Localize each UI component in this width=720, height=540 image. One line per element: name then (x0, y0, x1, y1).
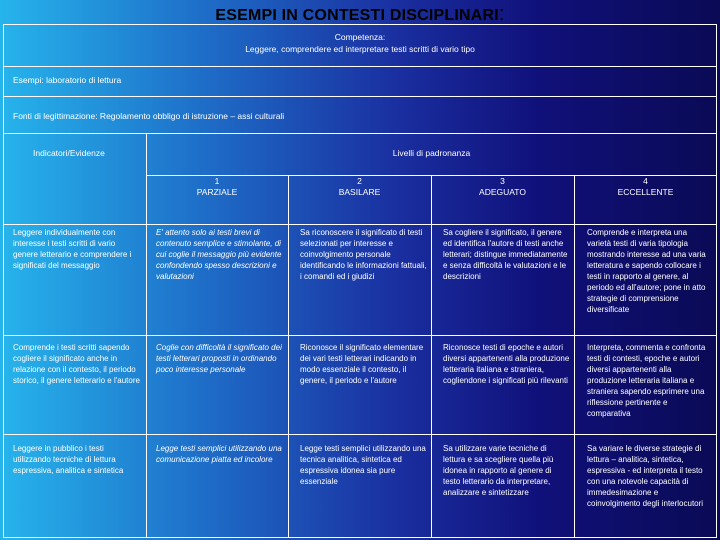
divider (3, 224, 717, 225)
competenza-section (3, 31, 717, 55)
level-number: 4 (643, 176, 648, 186)
divider (3, 434, 717, 435)
level-header (146, 176, 288, 197)
level-number: 3 (500, 176, 505, 186)
competenza-text: Leggere, comprendere ed interpretare testi scritti di vario tipo (245, 44, 475, 54)
level-name: PARZIALE (196, 187, 238, 197)
level-cell: Legge testi semplici utilizzando una tecnica analitica, sintetica ed espressiva idonea sia pure essenziale (300, 444, 426, 486)
level-cell: Riconosce il significato elementare dei vari testi letterari indicando in modo essenziale il contesto, il genere, il periodo e l'autore (300, 343, 424, 385)
level-cell: Legge testi semplici utilizzando una comunicazione piatta ed incolore (156, 444, 282, 464)
fonti-text: Fonti di legittimazione: Regolamento obbligo di istruzione – assi culturali (13, 111, 285, 121)
level-cell: Sa variare le diverse strategie di lettura – analitica, sintetica, espressiva - ed interpreta il testo con una notevole capacità di immedesimazione e coinvolgimento degli interlocutori (587, 444, 704, 508)
indicator-cell: Leggere in pubblico i testi utilizzando tecniche di lettura espressiva, analitica e sintetica (13, 444, 124, 475)
livelli-header: Livelli di padronanza (392, 148, 471, 158)
level-number: 1 (214, 176, 220, 186)
divider (3, 133, 717, 134)
indicator-cell: Leggere individualmente con interesse i testi scritti di vario genere letterario e comprendere i significati del messaggio (13, 228, 132, 270)
competenza-label: Competenza: (334, 32, 386, 42)
level-cell: Riconosce testi di epoche e autori diversi appartenenti alla produzione letteraria italiana e straniera, cogliendone i significati più rilevanti (443, 343, 570, 385)
esempi-text: Esempi: laboratorio di lettura (13, 75, 122, 85)
level-cell: E' attento solo ai testi brevi di contenuto semplice e stimolante, di cui coglie il messaggio più evidente confondendo spesso descrizioni e valutazioni (156, 228, 282, 281)
level-cell: Comprende e interpreta una varietà testi di varia tipologia mostrando interesse ad una varia letteratura e sapendo collocare i testi in rapporto al genere, al periodo ed all'autore; pone in atto strategie di comprensione diversificate (587, 228, 706, 314)
divider (3, 66, 717, 67)
title-text: ESEMPI IN CONTESTI DISCIPLINARI (215, 7, 499, 24)
level-header (431, 176, 574, 197)
level-cell: Interpreta, commenta e confronta testi di contesti, epoche e autori diversi appartenenti alla produzione letteraria italiana e straniera sapendo esprimere una riflessione pertinente e comparativa (587, 343, 706, 418)
level-cell: Sa cogliere il significato, il genere ed identifica l'autore di testi anche letterari; distingue immediatamente e senza difficoltà le valutazioni e le descrizioni (443, 228, 568, 281)
divider (3, 335, 717, 336)
level-name: ADEGUATO (479, 187, 526, 197)
indicatori-header: Indicatori/Evidenze (33, 148, 105, 158)
level-header (288, 176, 431, 197)
divider (3, 96, 717, 97)
indicator-cell: Comprende i testi scritti sapendo cogliere il significato anche in relazione con il contesto, il periodo storico, il genere letterario e l'autore (13, 343, 140, 385)
level-number: 2 (357, 176, 362, 186)
level-name: ECCELLENTE (617, 187, 674, 197)
column-divider (288, 175, 289, 538)
page-title (0, 3, 720, 26)
level-cell: Sa utilizzare varie tecniche di lettura e sa scegliere quella più idonea in rapporto al genere di testo letterario da interpretare, analizzare e sintetizzare (443, 444, 554, 497)
level-name: BASILARE (338, 187, 381, 197)
level-cell: Sa riconoscere il significato di testi selezionati per interesse e coinvolgimento personale identificando le informazioni fattuali, i comandi ed i giudizi (300, 228, 427, 281)
title-colon: : (498, 3, 505, 25)
level-header (574, 176, 717, 197)
column-divider (431, 175, 432, 538)
column-divider (574, 175, 575, 538)
level-cell: Coglie con difficoltà il significato dei testi letterari proposti in ordinando poco interesse personale (156, 343, 282, 374)
